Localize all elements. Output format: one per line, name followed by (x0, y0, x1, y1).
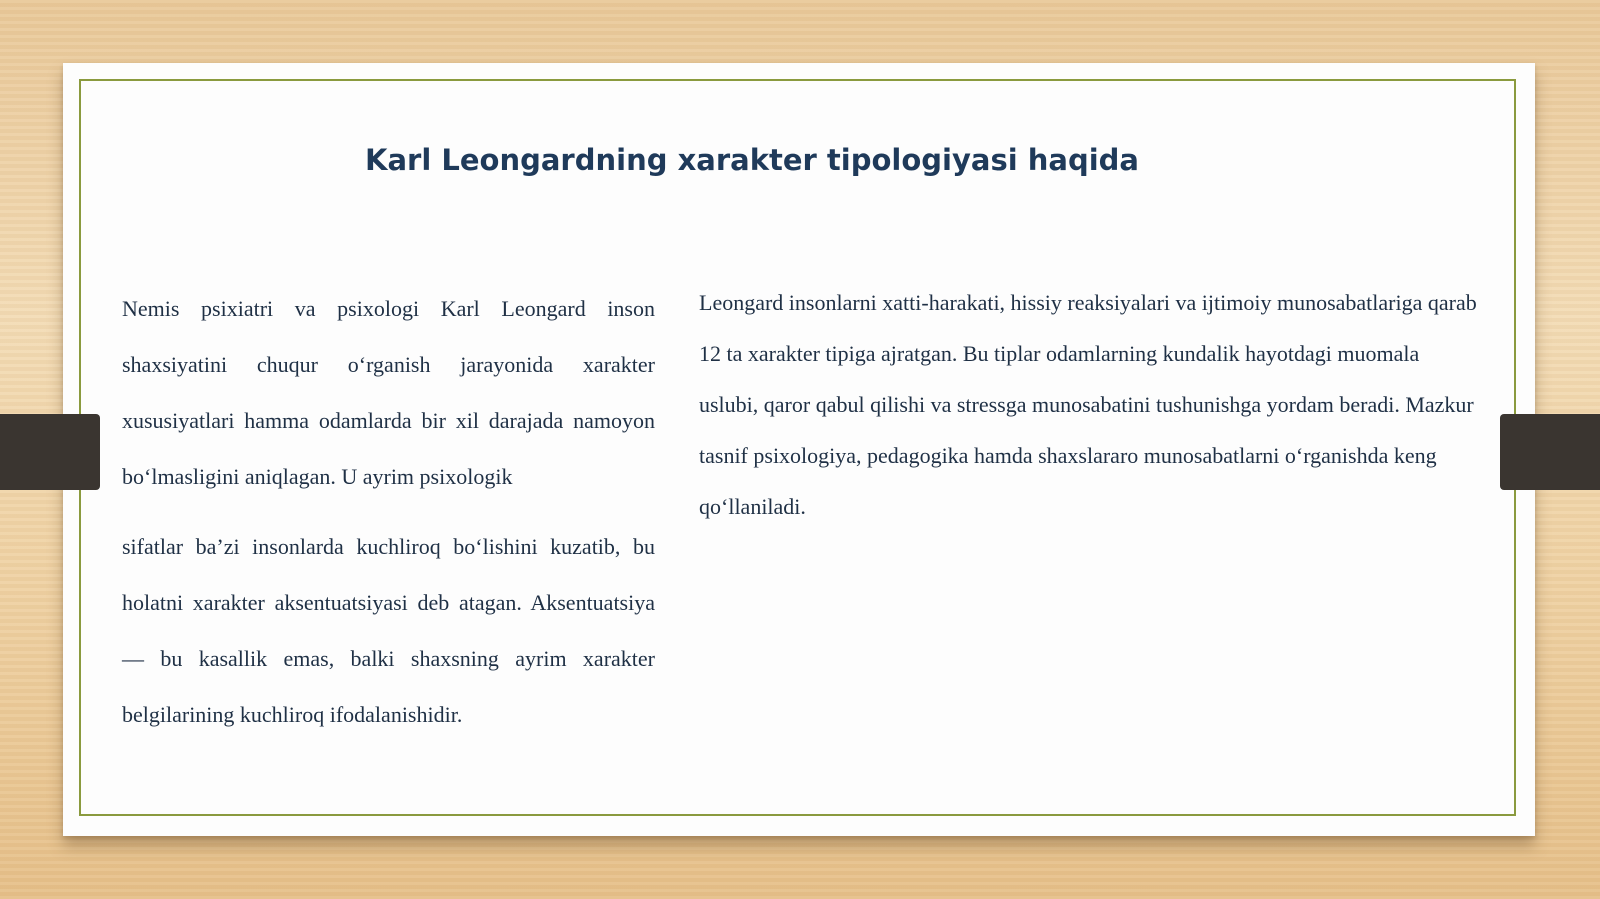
right-text-column (699, 277, 1479, 532)
right-decorative-tab (1500, 414, 1600, 490)
left-text-column (122, 281, 655, 743)
left-paragraph-2: sifatlar ba’zi insonlarda kuchliroq bo‘lishini kuzatib, bu holatni xarakter aksentuatsiyasi deb atagan. Aksentuatsiya — bu kasallik emas, balki shaxsning ayrim xarakter belgilarining kuchliroq ifodalanishidir. (122, 534, 655, 727)
right-paragraph-1: Leongard insonlarni xatti-harakati, hissiy reaksiyalari va ijtimoiy munosabatlariga qarab 12 ta xarakter tipiga ajratgan. Bu tiplar odamlarning kundalik hayotdagi muomala uslubi, qaror qabul qilishi va stressga munosabatini tushunishga yordam beradi. Mazkur tasnif psixologiya, pedagogika hamda shaxslararo munosabatlarni o‘rganishda keng qo‘llaniladi. (699, 290, 1477, 519)
slide-title: Karl Leongardning xarakter tipologiyasi haqida (365, 143, 1139, 177)
left-paragraph-1: Nemis psixiatri va psixologi Karl Leongard inson shaxsiyatini chuqur o‘rganish jarayonida xarakter xususiyatlari hamma odamlarda bir xil darajada namoyon bo‘lmasligini aniqlagan. U ayrim psixologik (122, 296, 655, 489)
left-decorative-tab (0, 414, 100, 490)
